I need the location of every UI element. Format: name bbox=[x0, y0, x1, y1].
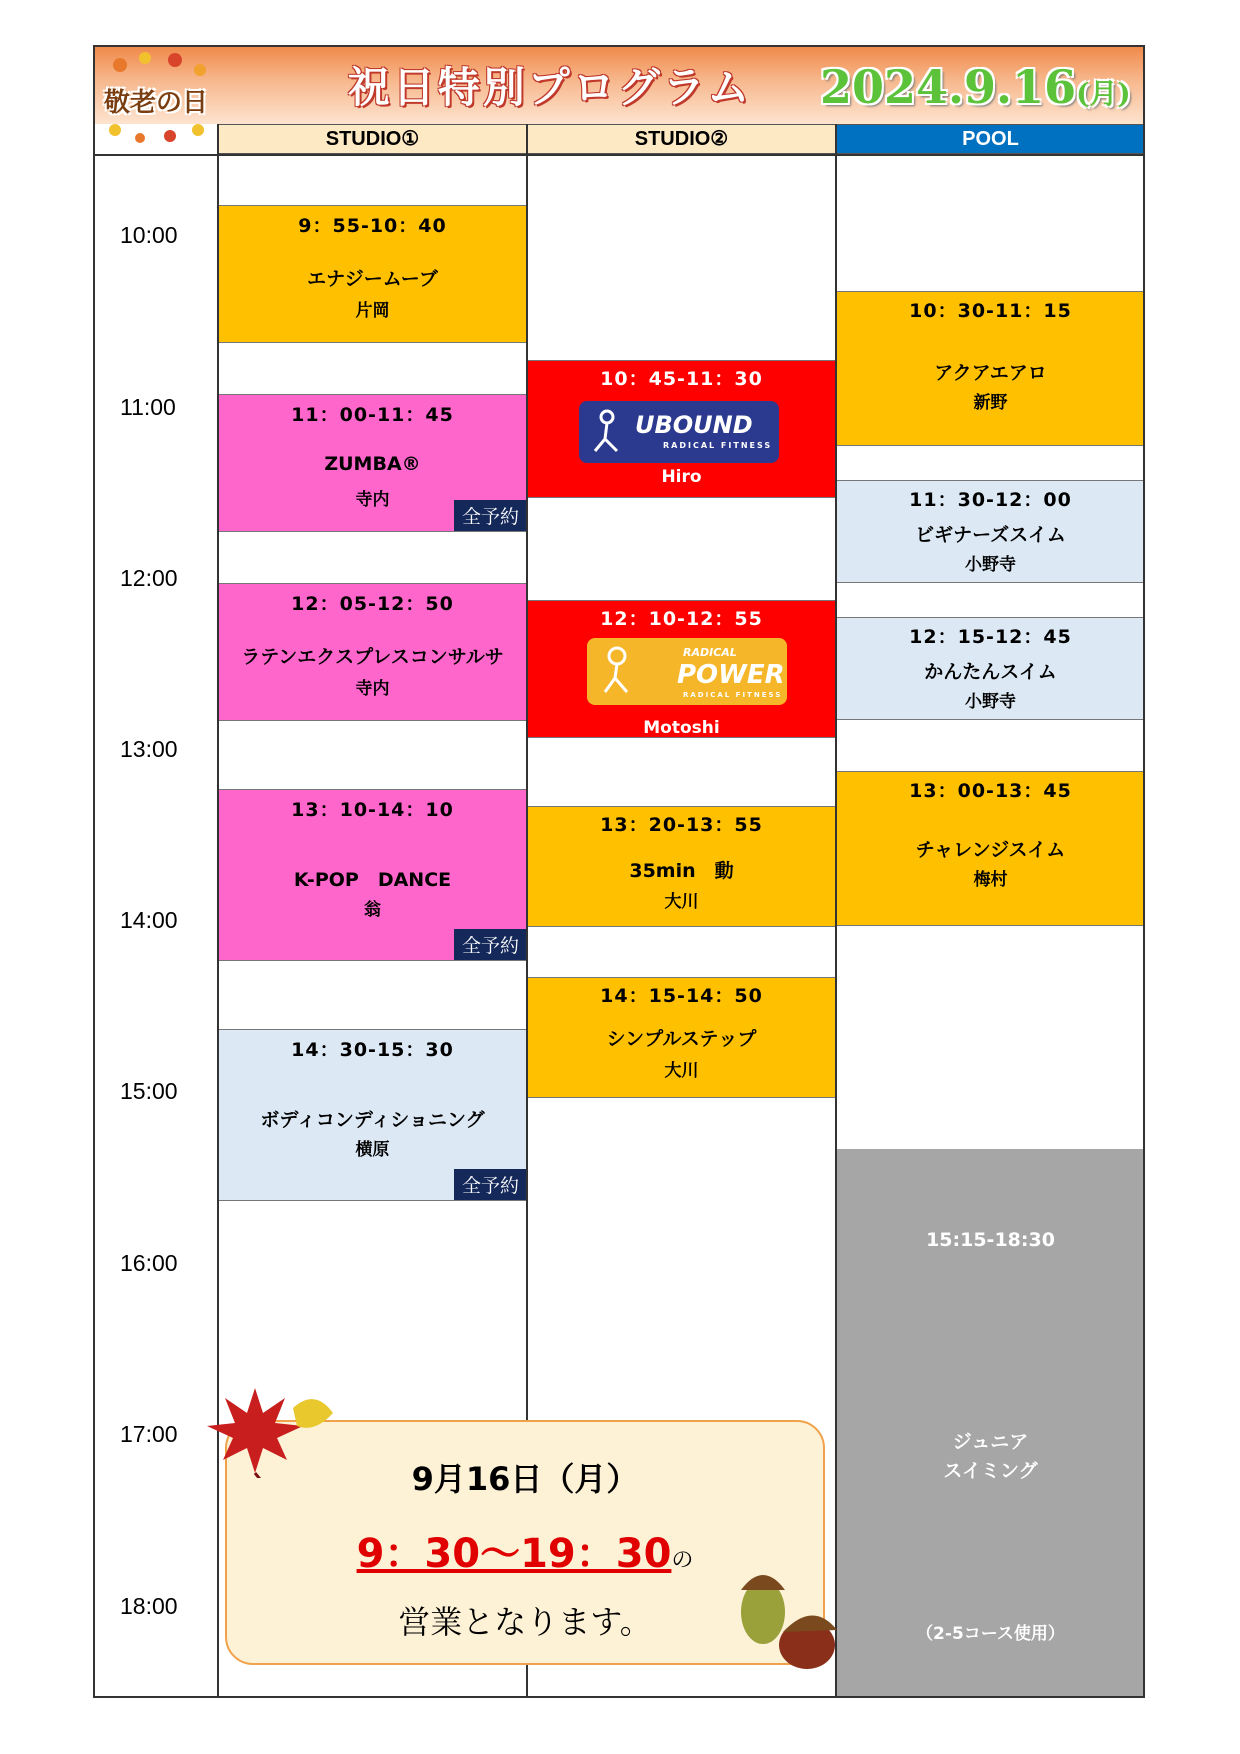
time-label: 17:00 bbox=[120, 1421, 178, 1447]
time-label: 15:00 bbox=[120, 1078, 178, 1104]
class-slot[interactable]: 14：15-14：50 シンプルステップ 大川 bbox=[527, 977, 836, 1098]
page-title: 祝日特別プログラム bbox=[347, 63, 753, 112]
time-label: 13:00 bbox=[120, 736, 178, 762]
maple-leaf-icon bbox=[205, 1378, 335, 1478]
class-slot[interactable]: 12：05-12：50 ラテンエクスプレスコンサルサ 寺内 bbox=[218, 583, 527, 721]
class-slot[interactable]: 12：10-12：55 RADICAL POWER RADICAL FITNESS Motoshi bbox=[527, 600, 836, 738]
reservation-badge: 全予約 bbox=[454, 1169, 527, 1200]
notice-text: 営業となります。 bbox=[398, 1603, 652, 1641]
junior-swimming-block[interactable]: 15:15-18:30 ジュニア スイミング （2-5コース使用） bbox=[836, 1149, 1145, 1696]
event-date: 2024.9.16(月) bbox=[820, 60, 1131, 114]
class-slot[interactable]: 10：45-11：30 UBOUND RADICAL FITNESS Hiro bbox=[527, 360, 836, 498]
radical-power-logo: RADICAL POWER RADICAL FITNESS bbox=[587, 638, 787, 705]
class-slot[interactable]: 10：30-11：15 アクアエアロ 新野 bbox=[836, 291, 1145, 446]
column-header-studio1: STUDIO① bbox=[218, 124, 527, 154]
class-slot[interactable]: 13：00-13：45 チャレンジスイム 梅村 bbox=[836, 771, 1145, 926]
time-label: 18:00 bbox=[120, 1593, 178, 1619]
time-label: 12:00 bbox=[120, 565, 178, 591]
class-slot[interactable]: 11：30-12：00 ビギナーズスイム 小野寺 bbox=[836, 480, 1145, 583]
reservation-badge: 全予約 bbox=[454, 929, 527, 960]
notice-date: 9月16日（月） bbox=[411, 1460, 639, 1498]
keiro-no-hi-badge: 敬老の日 bbox=[104, 88, 209, 118]
time-label: 16:00 bbox=[120, 1250, 178, 1276]
class-slot[interactable]: 13：20-13：55 35min 動 大川 bbox=[527, 806, 836, 927]
column-header-studio2: STUDIO② bbox=[527, 124, 836, 154]
notice-hours: 9：30～19：30の bbox=[356, 1531, 694, 1577]
class-slot[interactable]: 14：30-15：30 ボディコンディショニング 横原 全予約 bbox=[218, 1029, 527, 1201]
class-slot[interactable]: 13：10-14：10 K-POP DANCE 翁 全予約 bbox=[218, 789, 527, 961]
class-slot[interactable]: 9：55-10：40 エナジームーブ 片岡 bbox=[218, 205, 527, 343]
class-slot[interactable]: 12：15-12：45 かんたんスイム 小野寺 bbox=[836, 617, 1145, 720]
time-label: 10:00 bbox=[120, 222, 178, 248]
reservation-badge: 全予約 bbox=[454, 500, 527, 531]
ubound-logo: UBOUND RADICAL FITNESS bbox=[579, 401, 779, 463]
class-slot[interactable]: 11：00-11：45 ZUMBA® 寺内 全予約 bbox=[218, 394, 527, 532]
time-label: 11:00 bbox=[120, 394, 176, 420]
time-label: 14:00 bbox=[120, 907, 178, 933]
acorn-icon bbox=[735, 1550, 845, 1675]
column-header-pool: POOL bbox=[836, 124, 1145, 154]
